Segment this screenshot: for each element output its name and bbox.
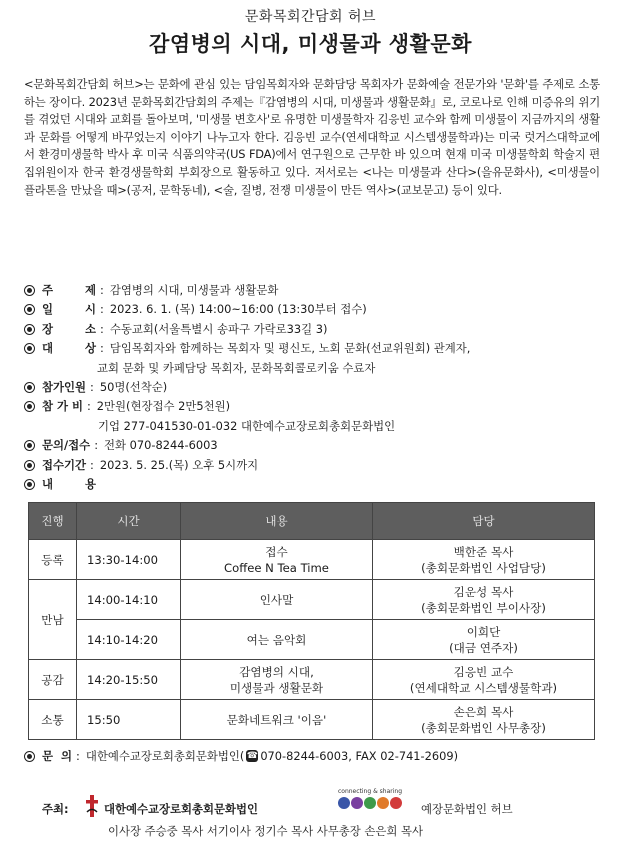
info-value: 2만원(현장접수 2만5천원) <box>96 399 231 414</box>
info-content <box>24 475 600 494</box>
info-theme: 주 제 : 감염병의 시대, 미생물과 생활문화 <box>24 281 600 300</box>
hub-org: 예장문화법인 허브 <box>421 802 513 816</box>
info-value: 담임목회자와 함께하는 목회자 및 평신도, 노회 문화(선교위원회) 관계자, <box>109 341 471 356</box>
hub-logo <box>330 788 410 816</box>
info-attendees: 참가인원 : 50명(선착순) <box>24 378 600 397</box>
content-cell: 여는 음악회 <box>181 620 373 660</box>
info-label: 접수기간 <box>42 457 87 472</box>
person-cell: 이희단 (대금 연주자) <box>373 620 595 660</box>
info-label: 참가인원 <box>42 379 87 394</box>
info-label: 내 용 <box>42 476 96 491</box>
info-value: 2023. 5. 25.(목) 오후 5시까지 <box>99 457 259 472</box>
person-cell: 백한준 목사 (총회문화법인 사업담당) <box>373 540 595 580</box>
time-cell: 13:30-14:00 <box>77 540 181 580</box>
column-header: 담당 <box>373 503 595 540</box>
schedule-table <box>28 502 595 740</box>
logo-dot <box>364 797 376 809</box>
section-cell: 만남 <box>29 580 77 660</box>
info-label: 장 소 <box>42 321 96 336</box>
bullet-icon <box>24 324 35 335</box>
host-org: 대한예수교장로회총회문화법인 <box>104 802 259 816</box>
logo-tagline: connecting & sharing <box>337 788 403 795</box>
info-value: 50명(선착순) <box>99 379 168 394</box>
info-date: 일 시 : 2023. 6. 1. (목) 14:00~16:00 (13:30부터 접수) <box>24 300 600 319</box>
content-cell: 문화네트워크 '이음' <box>181 700 373 740</box>
section-cell: 등록 <box>29 540 77 580</box>
column-header: 내용 <box>181 503 373 540</box>
info-fee: 참 가 비 : 2만원(현장접수 2만5천원) <box>24 397 600 416</box>
table-header-row <box>29 503 595 540</box>
table-row <box>29 580 595 620</box>
info-label: 문의/접수 <box>42 438 91 453</box>
bank-account: 기업 277-041530-01-032 대한예수교장로회총회문화법인 <box>98 418 396 433</box>
bullet-icon <box>24 285 35 296</box>
table-row <box>29 660 595 700</box>
info-value: 수동교회(서울특별시 송파구 가락로33길 3) <box>109 321 328 336</box>
info-inquiry: 문의/접수 : 전화 070-8244-6003 <box>24 436 600 455</box>
contact-label: 문 의 <box>42 749 72 763</box>
bullet-icon <box>24 440 35 451</box>
table-row <box>29 700 595 740</box>
info-place: 장 소 : 수동교회(서울특별시 송파구 가락로33길 3) <box>24 320 600 339</box>
host-label: 주최: <box>42 802 69 816</box>
column-header: 진행 <box>29 503 77 540</box>
content-cell: 인사말 <box>181 580 373 620</box>
table-row <box>29 620 595 660</box>
contact-org: 대한예수교장로회총회문화법인( <box>85 749 245 763</box>
event-info <box>24 281 600 494</box>
info-value: 전화 070-8244-6003 <box>104 438 218 453</box>
time-cell: 15:50 <box>77 700 181 740</box>
bullet-icon <box>24 479 35 490</box>
bullet-icon <box>24 382 35 393</box>
column-header: 시간 <box>77 503 181 540</box>
contact-line: 문 의 : 대한예수교장로회총회문화법인( ☎ 070-8244-6003, FAX 02-741-2609) <box>24 748 458 764</box>
person-cell: 손은희 목사 (총회문화법인 사무총장) <box>373 700 595 740</box>
church-cross-logo <box>85 794 99 818</box>
section-cell: 공감 <box>29 660 77 700</box>
intro-paragraph: <문화목회간담회 허브>는 문화에 관심 있는 담임목회자와 문화담당 목회자가 문화예술 전문가와 '문화'를 주제로 소통하는 장이다. 2023년 문화목회간담회의 주제는『감염병의 시대, 미생물과 생활문화』로, 코로나로 인해 미증유의 위기를 겪었던 시대와 교회를 돌아보며, '미생물 변호사'로 유명한 미생물학자 김응빈 교수와 함께 미생물이 지금까지의 생활과 문화를 어떻게 바꾸었는지 이야기 나누고자 한다. 김응빈 교수(연세대학교 시스템생물학과)는 미국 럿거스대학교에서 환경미생물학 박사 후 미국 식품의약국(US FDA)에서 연구원으로 근무한 바 있으며 현재 미국 미생물학회 학술지 편집위원이자 한국 환경생물학회 부회장으로 활동하고 있다. 저서로는 <나는 미생물과 산다>(을유문화사), <미생물이 플라톤을 만났을 때>(공저, 문학동네), <술, 질병, 전쟁 미생물이 만든 역사>(교보문고) 등이 있다. <box>24 77 600 197</box>
info-value: 2023. 6. 1. (목) 14:00~16:00 (13:30부터 접수) <box>109 302 367 317</box>
header-subtitle: 문화목회간담회 허브 <box>244 9 377 25</box>
contact-numbers: 070-8244-6003, FAX 02-741-2609) <box>260 749 459 763</box>
content-cell: 접수 Coffee N Tea Time <box>181 540 373 580</box>
content-cell: 감염병의 시대, 미생물과 생활문화 <box>181 660 373 700</box>
logo-dot <box>351 797 363 809</box>
bullet-icon <box>24 343 35 354</box>
bullet-icon <box>24 304 35 315</box>
bullet-icon <box>24 751 35 762</box>
officers-line: 이사장 주승중 목사 서기이사 정기수 목사 사무총장 손은희 목사 <box>108 824 424 838</box>
page-title: 감염병의 시대, 미생물과 생활문화 <box>149 32 472 56</box>
info-target-continued: 교회 문화 및 카페담당 목회자, 문화목회콜로키움 수료자 <box>97 360 376 375</box>
table-row <box>29 540 595 580</box>
phone-icon: ☎ <box>246 751 258 761</box>
section-cell: 소통 <box>29 700 77 740</box>
logo-dot <box>390 797 402 809</box>
info-label: 일 시 <box>42 302 96 317</box>
bullet-icon <box>24 401 35 412</box>
person-cell: 김운성 목사 (총회문화법인 부이사장) <box>373 580 595 620</box>
bullet-icon <box>24 460 35 471</box>
time-cell: 14:00-14:10 <box>77 580 181 620</box>
info-value: 감염병의 시대, 미생물과 생활문화 <box>109 283 279 297</box>
info-label: 주 제 <box>42 283 96 297</box>
time-cell: 14:20-15:50 <box>77 660 181 700</box>
time-cell: 14:10-14:20 <box>77 620 181 660</box>
info-period: 접수기간 : 2023. 5. 25.(목) 오후 5시까지 <box>24 456 600 475</box>
info-label: 참 가 비 <box>42 399 83 414</box>
info-target: 대 상 : 담임목회자와 함께하는 목회자 및 평신도, 노회 문화(선교위원회) 관계자, <box>24 339 600 358</box>
logo-dot <box>338 797 350 809</box>
person-cell: 김응빈 교수 (연세대학교 시스템생물학과) <box>373 660 595 700</box>
logo-dot <box>377 797 389 809</box>
info-label: 대 상 <box>42 341 96 356</box>
